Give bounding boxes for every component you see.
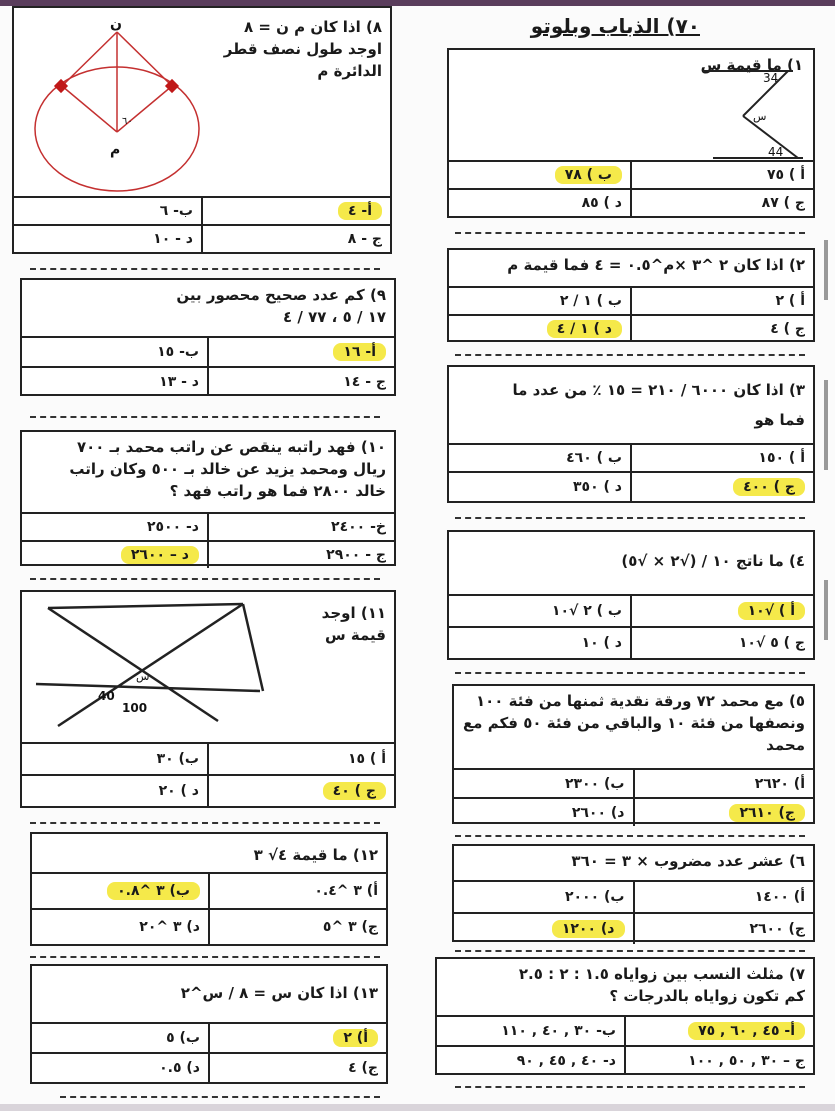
separator [30, 822, 380, 824]
separator [455, 950, 805, 952]
option-a[interactable]: أ ) ٧٥ [766, 167, 805, 183]
question-text [204, 12, 390, 82]
option-d[interactable]: د) ٢٦٠٠ [454, 799, 635, 826]
question-8-line-1: ٨) اذا كان م ن = ٨ [243, 18, 382, 36]
option-c[interactable]: ج ) ٥ √١٠ [738, 635, 805, 651]
option-d[interactable]: د ) ٨٥ [449, 190, 632, 216]
option-c[interactable]: ج ) ٤٠٠ [632, 473, 813, 501]
option-b[interactable]: ب ) ٢ √١٠ [449, 596, 632, 626]
question-11-box [20, 590, 396, 808]
option-d[interactable]: د) ٠.٥ [32, 1054, 210, 1082]
option-a[interactable]: أ ) √١٠ [632, 596, 813, 626]
point-n-label: ن [110, 16, 122, 32]
question-11-line-2: قيمة س [324, 626, 386, 644]
right-edge-line [824, 240, 828, 300]
question-9-line-1: ٩) كم عدد صحيح محصور بين [176, 286, 386, 304]
option-c[interactable]: ج ) ٨٧ [761, 195, 805, 211]
question-10-line-1: ١٠) فهد راتبه ينقص عن راتب محمد بـ ٧٠٠ [76, 438, 386, 456]
option-c[interactable]: ج ) ٤٠ [209, 776, 394, 806]
separator [30, 956, 380, 958]
question-1-figure [453, 68, 813, 166]
separator [455, 1086, 805, 1088]
option-d[interactable]: د ) ١ / ٤ [449, 316, 632, 342]
option-c[interactable]: ج – ٣٠ , ٥٠ , ١٠٠ [688, 1053, 805, 1069]
question-3-line-2: فما هو [754, 411, 805, 429]
option-a[interactable]: أ) ٢٦٢٠ [754, 775, 805, 792]
option-a[interactable]: أ ) ١٥٠ [758, 450, 805, 466]
angle-label-x: س [753, 110, 767, 123]
option-c[interactable]: ج) ٢٦٠٠ [749, 921, 805, 937]
separator [455, 232, 805, 234]
option-b[interactable]: ب) ٥ [32, 1024, 210, 1052]
question-8-line-3: الدائرة م [317, 62, 382, 80]
separator [455, 354, 805, 356]
question-2-box [447, 248, 815, 342]
option-a[interactable]: أ- ٤ [203, 198, 390, 224]
question-8-box [12, 6, 392, 254]
question-5-box [452, 684, 815, 824]
option-b[interactable]: ب) ٢٣٠٠ [454, 770, 635, 797]
question-text [22, 280, 394, 336]
question-text [454, 846, 813, 880]
question-9-line-2: ١٧ / ٥ ، ٧٧ / ٤ [283, 308, 386, 326]
option-c[interactable]: ج) ٢٦١٠ [635, 799, 814, 826]
option-a[interactable]: أ ) ٢ [775, 293, 805, 309]
question-4-box [447, 530, 815, 660]
option-a[interactable]: أ- ٤٥ , ٦٠ , ٧٥ [626, 1017, 813, 1045]
angle-40-label: 40 [98, 689, 115, 703]
angle-label-top: 34 [763, 71, 779, 85]
question-5-line-1: ٥) مع محمد ٧٢ ورقة نقدية ثمنها من فئة ١٠٠ [475, 692, 805, 710]
question-13-box [30, 964, 388, 1084]
option-b[interactable]: ب) ٣٠ [22, 744, 209, 774]
question-12-line-1: ١٢) ما قيمة ٤√ ٣ [253, 846, 378, 864]
separator [60, 1096, 380, 1098]
question-9-box [20, 278, 396, 396]
separator [30, 578, 380, 580]
angle-x-label: س [136, 670, 150, 683]
option-c[interactable]: ج - ٨ [347, 231, 382, 247]
option-b[interactable]: ب ) ٤٦٠ [449, 445, 632, 471]
right-edge-line [824, 580, 828, 640]
question-12-box [30, 832, 388, 946]
question-10-box [20, 430, 396, 566]
option-a[interactable]: أ) ١٤٠٠ [754, 889, 805, 905]
center-m-label: م [110, 142, 121, 158]
question-1-line-1: ١) ما قيمة س [700, 56, 803, 74]
question-text [437, 959, 813, 1015]
option-d[interactable]: د ) ١٠ [449, 628, 632, 658]
option-c[interactable]: ج - ٢٩٠٠ [326, 547, 386, 563]
question-7-box [435, 957, 815, 1075]
separator [455, 672, 805, 674]
option-a[interactable]: أ- ١٦ [209, 338, 394, 366]
option-a[interactable]: خ- ٢٤٠٠ [331, 519, 386, 535]
option-d[interactable]: د – ٢٦٠٠ [22, 542, 209, 568]
option-d[interactable]: د - ١٣ [22, 368, 209, 396]
question-text [32, 966, 386, 1022]
option-b[interactable]: د- ٢٥٠٠ [22, 514, 209, 540]
option-d[interactable]: د) ١٢٠٠ [454, 914, 635, 944]
separator [30, 268, 380, 270]
option-c[interactable]: ج - ١٤ [343, 374, 386, 390]
angle-label-bottom: 44 [768, 145, 784, 159]
option-b[interactable]: ب- ١٥ [22, 338, 209, 366]
question-5-line-2: ونصفها من فئة ١٠ والباقي من فئة ٥٠ فكم مع [462, 714, 805, 732]
option-a[interactable]: أ) ٢ [210, 1024, 386, 1052]
question-text [449, 367, 813, 443]
question-11-line-1: ١١) اوجد [321, 604, 386, 622]
question-10-line-3: خالد ٢٨٠٠ فما هو راتب فهد ؟ [169, 482, 386, 500]
option-a[interactable]: أ ) ١٥ [347, 751, 386, 767]
question-7-line-1: ٧) مثلث النسب بين زواياه ١.٥ : ٢ : ٢.٥ [518, 965, 805, 983]
question-7-line-2: كم تكون زواياه بالدرجات ؟ [609, 987, 805, 1005]
bottom-bar [0, 1104, 835, 1111]
question-text [449, 532, 813, 594]
option-b[interactable]: ب- ٦ [14, 198, 203, 224]
question-6-box [452, 844, 815, 942]
option-d[interactable]: د - ١٠ [14, 226, 203, 252]
option-d[interactable]: د) ٣ ^٢٠ [32, 910, 210, 944]
option-b[interactable]: ب ) ٧٨ [449, 162, 632, 188]
angle-100-label: 100 [122, 701, 148, 715]
worksheet-title: ٧٠) الذباب وبلوتو [530, 14, 700, 38]
question-8-line-2: اوجد طول نصف قطر [223, 40, 382, 58]
separator [455, 517, 805, 519]
question-text [454, 686, 813, 768]
question-13-line-1: ١٣) اذا كان س = ٨ / س^٢ [180, 984, 378, 1002]
option-c[interactable]: ج ) ٤ [770, 321, 805, 337]
question-11-figure [28, 596, 298, 736]
angle-60-label: ٦٠ [122, 116, 133, 127]
option-a[interactable]: أ) ٣ ^٠.٤ [314, 883, 378, 899]
question-6-line-1: ٦) عشر عدد مضروب × ٣ = ٣٦٠ [571, 852, 805, 870]
question-8-figure [22, 14, 212, 196]
question-3-line-1: ٣) اذا كان ٦٠٠٠ / ٢١٠ = ١٥ ٪ من عدد ما [512, 381, 805, 399]
option-c[interactable]: ج) ٣ ^٥ [322, 919, 378, 935]
separator [455, 835, 805, 837]
option-b[interactable]: ب) ٢٠٠٠ [454, 882, 635, 912]
question-1-box [447, 48, 815, 218]
question-2-line-1: ٢) اذا كان ٢ ^٣ ×م^٠.٥ = ٤ فما قيمة م [507, 256, 805, 274]
question-3-box [447, 365, 815, 503]
question-4-line-1: ٤) ما ناتج ١٠ / (√٢ × √٥) [621, 552, 805, 570]
option-d[interactable]: د- ٤٠ , ٤٥ , ٩٠ [437, 1047, 626, 1075]
option-c[interactable]: ج) ٤ [348, 1060, 378, 1076]
option-b[interactable]: ب- ٣٠ , ٤٠ , ١١٠ [437, 1017, 626, 1045]
separator [30, 416, 380, 418]
question-text [22, 432, 394, 512]
option-d[interactable]: د ) ٣٥٠ [449, 473, 632, 501]
question-5-line-3: محمد [766, 736, 805, 754]
question-10-line-2: ريال ومحمد يزيد عن خالد بـ ٥٠٠ وكان راتب [69, 460, 386, 478]
option-b[interactable]: ب ) ١ / ٢ [449, 288, 632, 314]
question-text [449, 250, 813, 286]
option-d[interactable]: د ) ٢٠ [22, 776, 209, 806]
option-b[interactable]: ب) ٣ ^٠.٨ [32, 874, 210, 908]
question-text [32, 834, 386, 872]
right-edge-line [824, 380, 828, 470]
